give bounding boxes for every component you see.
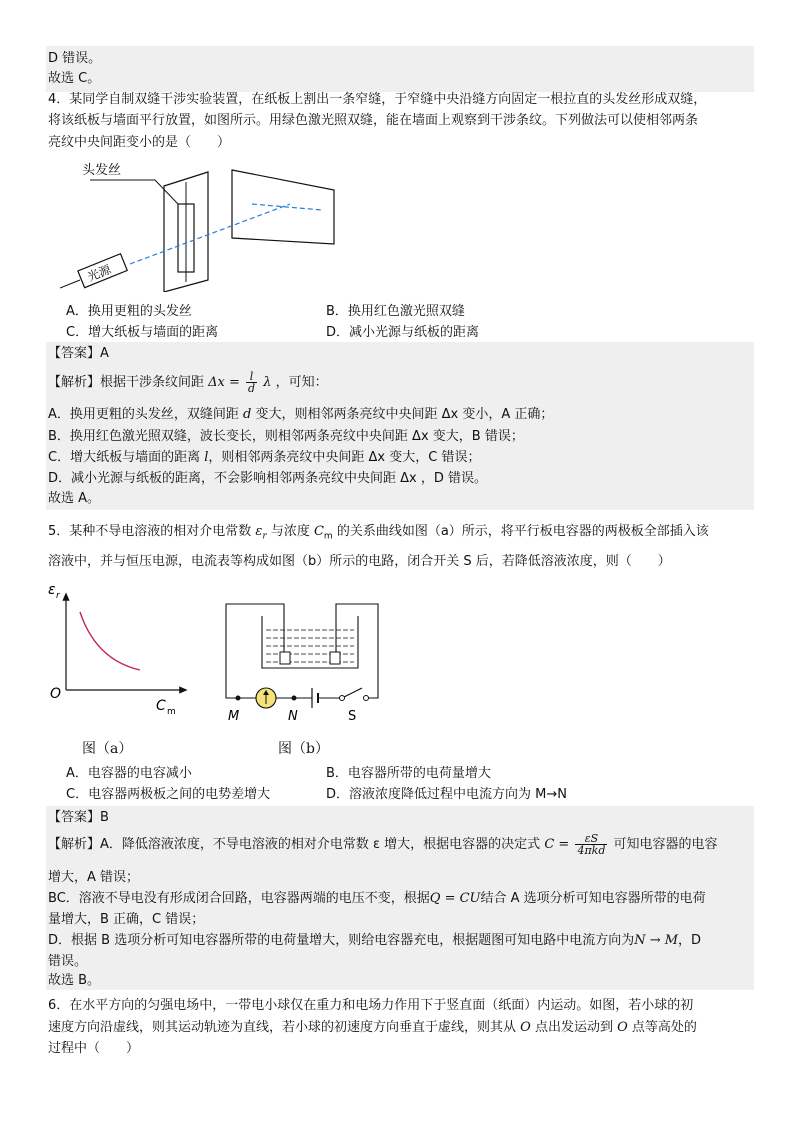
light-source-label: 光源 [85, 262, 113, 285]
q4-expl-fraction [246, 371, 257, 394]
fig-a-x-sub: m [167, 707, 176, 717]
label-N: N [288, 709, 298, 724]
q6-stem-line-2 [48, 1018, 697, 1038]
q5-fig-a-caption: 图（a） [82, 741, 133, 757]
q4-stem-line-3: 亮纹中央间距变小的是（ ） [48, 135, 231, 150]
q5-expl-5-formula: N → M [634, 933, 679, 948]
q4-option-a: A．换用更粗的头发丝 [66, 304, 192, 319]
q5-expl-4: 量增大，B 正确，C 错误； [48, 912, 205, 927]
fig-a-y-sub: r [56, 591, 60, 601]
q5-frac-num: εS [575, 833, 607, 845]
q5-figure-b [216, 596, 396, 726]
q4-explanation-head [48, 366, 328, 400]
q5-stem-c-sub: m [323, 531, 333, 542]
q5-stem-line-2: 溶液中，并与恒压电源，电流表等构成如图（b）所示的电路，闭合开关 S 后，若降低溶液浓度，则（ ） [48, 554, 671, 569]
q5-expl-5b: ，D [678, 933, 702, 948]
solution-surface [266, 630, 354, 662]
q4-stem-line-2: 将该纸板与墙面平行放置，如图所示。用绿色激光照双缝，能在墙面上观察到干涉条纹。下列做法可以使相邻两条 [48, 113, 699, 128]
prev-line-2: 故选 C。 [48, 71, 101, 86]
q4-expl-tail: ，可知： [275, 375, 328, 390]
circuit-wire-right [336, 604, 378, 698]
q4-final: 故选 A。 [48, 491, 101, 506]
q5-stem-line-1 [48, 522, 709, 547]
q5-figure-a [46, 578, 196, 718]
label-S: S [348, 709, 357, 724]
q5-final: 故选 B。 [48, 973, 101, 988]
q4-expl-c-1: C．增大纸板与墙面的距离 [48, 450, 205, 465]
q5-expl-3 [48, 889, 706, 909]
q5-expl-5 [48, 931, 701, 951]
q4-option-b: B．换用红色激光照双缝 [326, 304, 465, 319]
q5-stem-c: C [313, 524, 324, 539]
circuit-wire-left [226, 604, 284, 698]
switch-contact [364, 696, 369, 701]
q5-expl-1-C: C = [544, 837, 570, 852]
fig-a-x-label: C [156, 698, 166, 714]
laser-beam-2 [252, 204, 322, 210]
switch-blade [344, 688, 362, 697]
q5-option-c: C．电容器两极板之间的电势差增大 [66, 787, 271, 802]
q5-expl-5a: D．根据 B 选项分析可知电容器所带的电荷量增大，则给电容器充电，根据题图可知电路中电流方向为 [48, 933, 635, 948]
light-source-tail [60, 280, 80, 288]
switch-pivot [340, 696, 345, 701]
beaker [262, 616, 358, 668]
q5-option-b: B．电容器所带的电荷量增大 [326, 766, 491, 781]
q5-fig-b-caption: 图（b） [278, 741, 329, 757]
q4-expl-a-1: A．换用更粗的头发丝，双缝间距 [48, 407, 244, 422]
q4-expl-a [48, 405, 553, 425]
capacitor-plate-left [280, 652, 290, 664]
q5-expl-1b: 可知电容器的电容 [613, 837, 718, 852]
laser-beam [130, 204, 290, 264]
q4-expl-b: B．换用红色激光照双缝，波长变长，则相邻两条亮纹中央间距 Δx 变大，B 错误； [48, 429, 524, 444]
q5-expl-3-formula: Q = CU [429, 891, 481, 906]
label-M: M [228, 709, 240, 724]
q4-expl-head-text: 【解析】根据干涉条纹间距 [48, 375, 205, 390]
q4-frac-num: l [246, 371, 257, 383]
q5-expl-6: 错误。 [48, 954, 88, 969]
q5-expl-1 [48, 828, 718, 862]
q4-answer: 【答案】A [48, 346, 109, 361]
q5-stem-1c: 的关系曲线如图（a）所示，将平行板电容器的两极板全部插入该 [332, 524, 709, 539]
hair-label: 头发丝 [82, 163, 122, 178]
q6-stem-2a: 速度方向沿虚线，则其运动轨迹为直线，若小球的初速度方向垂直于虚线，则其从 [48, 1020, 521, 1035]
q4-expl-lambda: λ [263, 375, 272, 390]
q6-stem-line-3: 过程中（ ） [48, 1041, 140, 1056]
q4-option-c: C．增大纸板与墙面的距离 [66, 325, 219, 340]
q5-expl-3b: 结合 A 选项分析可知电容器所带的电荷 [480, 891, 706, 906]
q4-expl-a-2: 变大，则相邻两条亮纹中央间距 Δx 变小，A 正确； [251, 407, 554, 422]
q5-option-a: A．电容器的电容减小 [66, 766, 192, 781]
q6-stem-2c: 点等高处的 [627, 1020, 697, 1035]
capacitor-plate-right [330, 652, 340, 664]
q6-stem-line-1: 6．在水平方向的匀强电场中，一带电小球仅在重力和电场力作用下于竖直面（纸面）内运动。如图，若小球的初 [48, 998, 694, 1013]
q5-stem-1a: 5．某种不导电溶液的相对介电常数 [48, 524, 256, 539]
q4-stem-line-1: 4．某同学自制双缝干涉实验装置，在纸板上割出一条窄缝，于窄缝中央沿缝方向固定一根拉直的头发丝形成双缝， [48, 92, 707, 107]
q6-stem-2b: 点出发运动到 [530, 1020, 618, 1035]
q5-option-d: D．溶液浓度降低过程中电流方向为 M→N [326, 787, 567, 802]
q4-expl-formula-lhs: Δx = [208, 375, 240, 390]
q5-answer: 【答案】B [48, 810, 109, 825]
q5-expl-3a: BC．溶液不导电没有形成闭合回路，电容器两端的电压不变，根据 [48, 891, 430, 906]
q5-stem-1b: 与浓度 [266, 524, 314, 539]
q4-expl-c [48, 448, 480, 468]
fig-a-origin: O [50, 686, 62, 702]
q6-stem-O1: O [520, 1020, 531, 1035]
q4-expl-c-var: l [204, 450, 209, 465]
fig-a-curve [80, 612, 140, 670]
q4-diagram [60, 152, 360, 292]
q5-expl-fraction [575, 833, 607, 856]
prev-answer-shade [46, 46, 754, 92]
prev-line-1: D 错误。 [48, 51, 102, 66]
hair-pointer [90, 180, 178, 204]
q4-option-d: D．减小光源与纸板的距离 [326, 325, 480, 340]
q5-stem-er: ε [255, 524, 263, 539]
q4-expl-a-var: d [243, 407, 252, 422]
q4-expl-d: D．减小光源与纸板的距离，不会影响相邻两条亮纹中央间距 Δx ，D 错误。 [48, 471, 488, 486]
q5-expl-1a: 【解析】A．降低溶液浓度，不导电溶液的相对介电常数 ε 增大，根据电容器的决定式 [48, 837, 541, 852]
fig-a-y-label: ε [48, 582, 56, 598]
q5-expl-2: 增大，A 错误； [48, 870, 140, 885]
q5-stem-er-sub: r [262, 531, 267, 542]
q6-stem-O2: O [617, 1020, 628, 1035]
q5-frac-den: 4πkd [577, 844, 606, 857]
q4-frac-den: d [248, 382, 256, 395]
q4-expl-c-2: ，则相邻两条亮纹中央间距 Δx 变大，C 错误； [208, 450, 481, 465]
